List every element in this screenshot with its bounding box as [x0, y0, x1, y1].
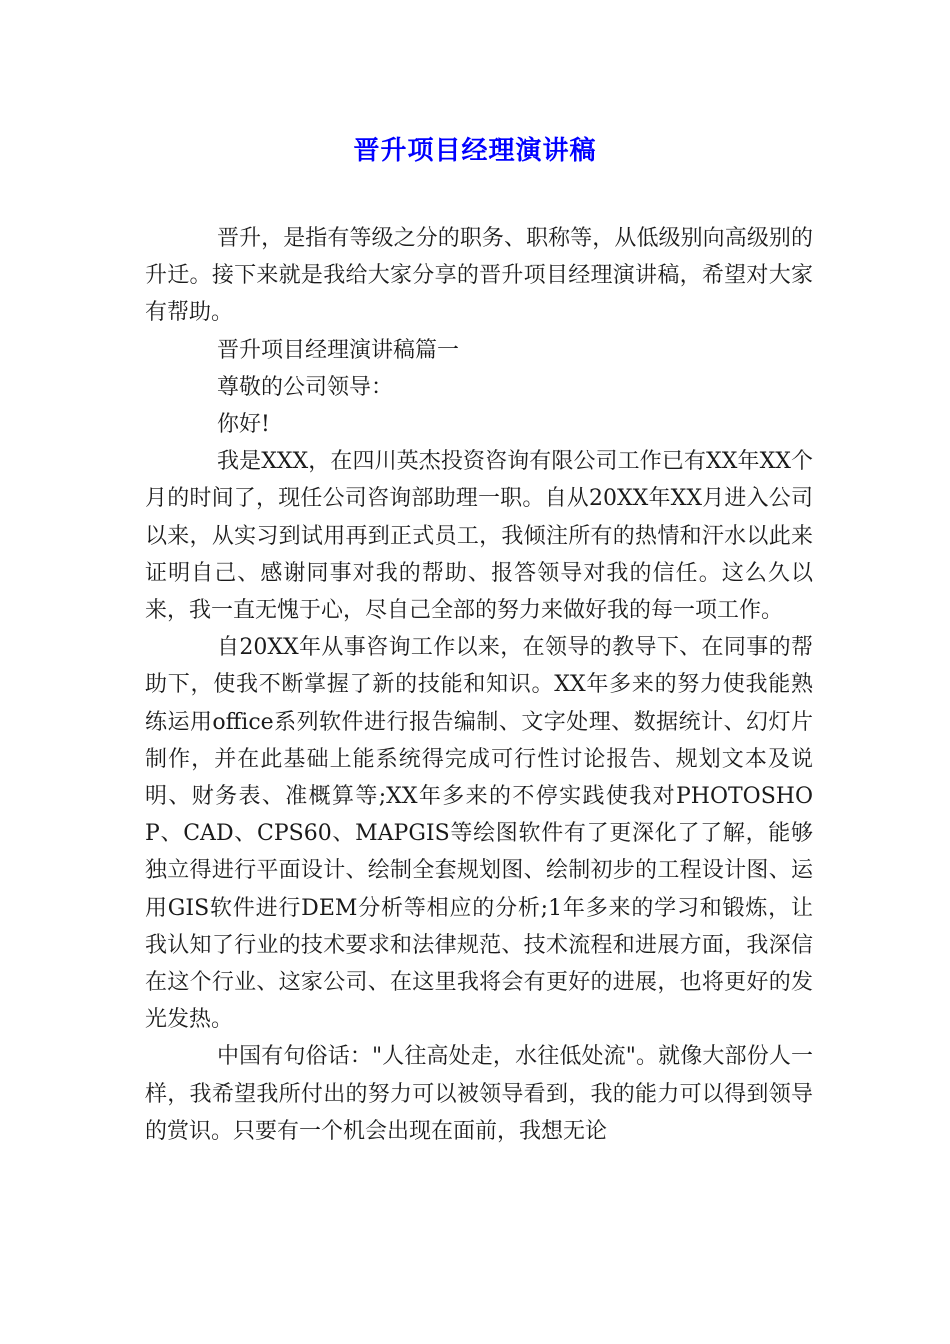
section-heading: 晋升项目经理演讲稿篇一 — [217, 337, 460, 363]
document-title: 晋升项目经理演讲稿 — [353, 136, 597, 166]
body-paragraph: 中国有句俗话："人往高处走，水往低处流"。就像大部份人一样，我希望我所付出的努力可以被领导看到，我的能力可以得到领导的赏识。只要有一个机会出现在面前，我想无论 — [145, 1044, 813, 1144]
document-body — [145, 220, 813, 1150]
salutation: 尊敬的公司领导： — [217, 374, 394, 400]
body-paragraph: 我是XXX，在四川英杰投资咨询有限公司工作已有XX年XX个月的时间了，现任公司咨询部助理一职。自从20XX年XX月进入公司以来，从实习到试用再到正式员工，我倾注所有的热情和汗水以此来证明自己、感谢同事对我的帮助、报答领导对我的信任。这么久以来，我一直无愧于心，尽自己全部的努力来做好我的每一项工作。 — [145, 449, 813, 624]
greeting: 你好! — [217, 412, 270, 438]
body-paragraph: 自20XX年从事咨询工作以来，在领导的教导下、在同事的帮助下，使我不断掌握了新的技能和知识。XX年多来的努力使我能熟练运用office系列软件进行报告编制、文字处理、数据统计、幻灯片制作，并在此基础上能系统得完成可行性讨论报告、规划文本及说明、财务表、准概算等;XX年多来的不停实践使我对PHOTOSHOP、CAD、CPS60、MAPGIS等绘图软件有了更深化了了解，能够独立得进行平面设计、绘制全套规划图、绘制初步的工程设计图、运用GIS软件进行DEM分析等相应的分析;1年多来的学习和锻炼，让我认知了行业的技术要求和法律规范、技术流程和进展方面，我深信在这个行业、这家公司、在这里我将会有更好的进展，也将更好的发光发热。 — [145, 635, 813, 1033]
intro-paragraph: 晋升，是指有等级之分的职务、职称等，从低级别向高级别的升迁。接下来就是我给大家分享的晋升项目经理演讲稿，希望对大家有帮助。 — [145, 226, 813, 326]
